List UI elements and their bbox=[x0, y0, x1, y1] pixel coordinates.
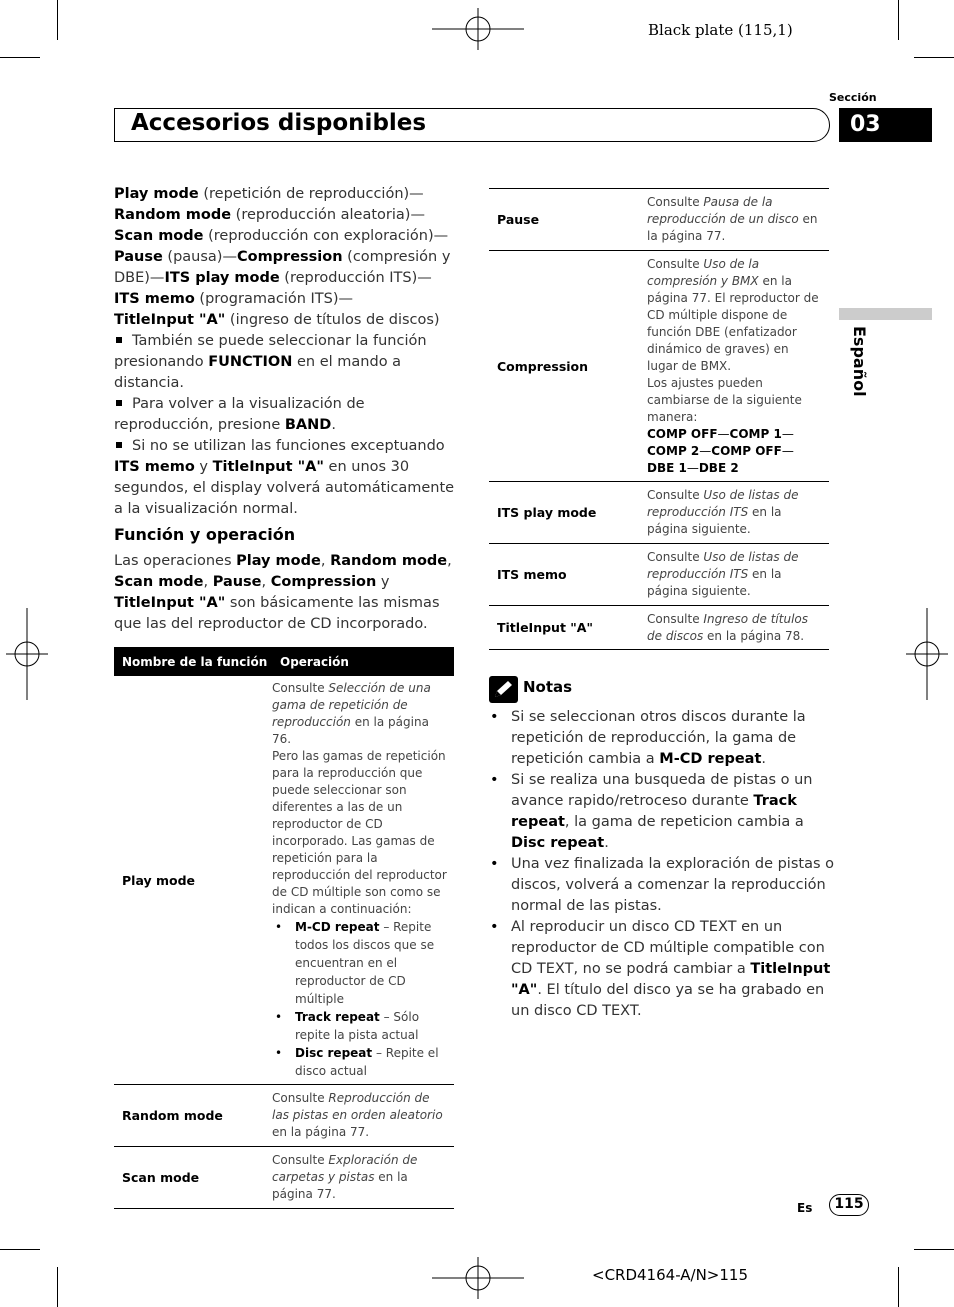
function-name: Compression bbox=[489, 251, 647, 482]
square-bullet-icon bbox=[116, 400, 122, 406]
op-text: en la página 76. bbox=[272, 715, 429, 746]
op-text: Consulte bbox=[272, 1153, 329, 1167]
op-ref: Uso de listas de reproducción ITS bbox=[647, 488, 799, 519]
table-row bbox=[114, 676, 454, 1085]
mode-desc: (reproducción aleatoria)— bbox=[231, 207, 425, 223]
square-bullet-icon bbox=[116, 442, 122, 448]
tip-text: y bbox=[194, 459, 213, 475]
tip-paragraph bbox=[114, 331, 459, 394]
registration-mark-icon bbox=[6, 608, 48, 700]
repeat-range-list bbox=[272, 918, 448, 1080]
mode-sequence bbox=[114, 184, 459, 520]
op-ref: Ingreso de títulos de discos bbox=[647, 611, 808, 643]
section-heading: Función y operación bbox=[114, 525, 296, 544]
tip-text: También se puede seleccionar la función presionando bbox=[114, 333, 427, 370]
intro-key: Random mode bbox=[330, 553, 448, 569]
function-operation bbox=[272, 1147, 454, 1209]
setting: DBE 2 bbox=[698, 460, 739, 475]
language-code: Es bbox=[797, 1201, 813, 1215]
mode-desc: (repetición de reproducción)— bbox=[198, 186, 424, 202]
function-table bbox=[114, 647, 454, 1209]
section-number: 03 bbox=[839, 108, 932, 142]
note-text: Si se realiza una busqueda de pistas o un avance rapido/retroceso durante bbox=[511, 772, 813, 809]
tip-key: FUNCTION bbox=[208, 354, 293, 370]
intro-text: , bbox=[203, 574, 213, 590]
function-operation bbox=[647, 482, 829, 544]
function-name: Scan mode bbox=[114, 1147, 272, 1209]
table-row bbox=[114, 1085, 454, 1147]
function-table-continued bbox=[489, 188, 829, 650]
tip-text: Si no se utilizan las funciones exceptuando bbox=[132, 438, 445, 454]
function-name: TitleInput "A" bbox=[489, 606, 647, 650]
crop-mark bbox=[898, 0, 899, 40]
mode-name: Pause bbox=[114, 249, 163, 265]
setting-sequence bbox=[647, 427, 794, 475]
square-bullet-icon bbox=[116, 337, 122, 343]
separator: — bbox=[686, 460, 699, 475]
range-name: Disc repeat bbox=[295, 1046, 373, 1060]
crop-mark bbox=[914, 1249, 954, 1250]
list-item bbox=[272, 1008, 448, 1044]
mode-name: Compression bbox=[236, 249, 343, 265]
range-name: Track repeat bbox=[295, 1010, 380, 1024]
table-row bbox=[489, 251, 829, 482]
note-text: , la gama de repeticion cambia a bbox=[564, 814, 804, 830]
function-operation bbox=[647, 606, 829, 650]
setting: COMP 2 bbox=[647, 443, 700, 458]
op-text: Pero las gamas de repetición para la reproducción que puede seleccionar son diferentes a las de un reproductor de CD incorporado. Las gamas de repetición para la reproducción del reproductor de CD múltiple son como se indican a continuación: bbox=[272, 749, 447, 916]
registration-mark-icon bbox=[906, 608, 948, 700]
table-row bbox=[489, 189, 829, 251]
mode-name: ITS play mode bbox=[164, 270, 280, 286]
op-text: en la página 77. bbox=[647, 212, 818, 243]
op-text: Consulte bbox=[647, 611, 704, 626]
notes-title: Notas bbox=[523, 678, 573, 696]
table-header-row bbox=[114, 647, 454, 676]
page-number: 115 bbox=[829, 1194, 869, 1216]
intro-text: , bbox=[320, 553, 331, 569]
column-header: Nombre de la función bbox=[114, 647, 272, 676]
list-item bbox=[489, 917, 834, 1022]
op-ref: Uso de la compresión y BMX bbox=[647, 256, 760, 288]
tip-key: ITS memo bbox=[114, 459, 195, 475]
mode-list bbox=[114, 184, 459, 331]
notes-pencil-icon bbox=[489, 676, 518, 703]
mode-desc: (compresión y DBE)— bbox=[114, 249, 451, 286]
function-operation bbox=[647, 251, 829, 482]
function-name: ITS play mode bbox=[489, 482, 647, 544]
setting: COMP 1 bbox=[729, 426, 782, 441]
tip-text: Para volver a la visualización de reproducción, presione bbox=[114, 396, 365, 433]
table-row bbox=[489, 544, 829, 606]
intro-text: , bbox=[261, 574, 271, 590]
function-operation bbox=[647, 189, 829, 251]
op-text: Consulte bbox=[272, 681, 329, 695]
mode-name: Play mode bbox=[114, 186, 199, 202]
op-text: Consulte bbox=[272, 1091, 329, 1105]
setting: DBE 1 bbox=[647, 460, 687, 475]
setting: COMP OFF bbox=[711, 443, 782, 458]
tip-paragraph bbox=[114, 394, 459, 436]
language-tab: Español bbox=[850, 326, 869, 397]
tip-text: en el mando a distancia. bbox=[114, 354, 402, 391]
op-text: Los ajustes pueden cambiarse de la siguiente manera: bbox=[647, 375, 802, 424]
intro-key: Compression bbox=[270, 574, 377, 590]
op-text: Consulte bbox=[647, 488, 704, 502]
note-key: Track repeat bbox=[511, 793, 797, 830]
crop-mark bbox=[914, 57, 954, 58]
intro-key: Pause bbox=[212, 574, 262, 590]
op-ref: Selección de una gama de repetición de reproducción bbox=[272, 681, 431, 729]
list-item bbox=[272, 1044, 448, 1080]
separator: — bbox=[699, 443, 712, 458]
note-key: TitleInput "A" bbox=[511, 961, 831, 998]
tip-text: en unos 30 segundos, el display volverá automáticamente a la visualización normal. bbox=[114, 459, 455, 517]
function-name: Random mode bbox=[114, 1085, 272, 1147]
separator: — bbox=[781, 443, 794, 458]
function-operation bbox=[272, 1085, 454, 1147]
list-item bbox=[272, 918, 448, 1008]
table-row bbox=[489, 482, 829, 544]
crop-mark bbox=[0, 57, 40, 58]
intro-key: Play mode bbox=[236, 553, 321, 569]
function-name: Play mode bbox=[114, 676, 272, 1085]
section-label: Sección bbox=[829, 91, 877, 104]
function-operation bbox=[272, 676, 454, 1085]
note-text: Si se seleccionan otros discos durante la repetición de reproducción, la gama de repetición cambia a bbox=[511, 709, 806, 767]
note-key: M-CD repeat bbox=[659, 751, 762, 767]
mode-desc: (ingreso de títulos de discos) bbox=[225, 312, 440, 328]
mode-name: Random mode bbox=[114, 207, 232, 223]
registration-mark-icon bbox=[432, 8, 524, 50]
tip-text: . bbox=[331, 417, 336, 433]
op-text: en la página 77. bbox=[272, 1125, 370, 1139]
range-desc: – Repite todos los discos que se encuentran en el reproductor de CD múltiple bbox=[295, 920, 435, 1006]
tip-paragraph bbox=[114, 436, 459, 520]
range-name: M-CD repeat bbox=[295, 920, 380, 934]
op-text: en la página siguiente. bbox=[647, 505, 782, 536]
separator: — bbox=[781, 426, 794, 441]
range-desc: – Repite el disco actual bbox=[295, 1046, 439, 1078]
language-tab-bar bbox=[839, 308, 932, 320]
notes-list bbox=[489, 707, 834, 1022]
note-key: Disc repeat bbox=[511, 835, 605, 851]
tip-key: BAND bbox=[284, 417, 332, 433]
list-item bbox=[489, 854, 834, 917]
intro-key: TitleInput "A" bbox=[114, 595, 226, 611]
op-text: en la página 78. bbox=[703, 628, 805, 643]
op-text: Consulte bbox=[647, 256, 704, 271]
op-text: en la página 77. bbox=[647, 273, 792, 305]
setting: COMP OFF bbox=[647, 426, 718, 441]
op-ref: Uso de listas de reproducción ITS bbox=[647, 550, 799, 581]
plate-label: Black plate (115,1) bbox=[648, 21, 793, 39]
note-text: Al reproducir un disco CD TEXT en un reproductor de CD múltiple compatible con CD TEXT, no se podrá cambiar a bbox=[511, 919, 825, 977]
intro-text: Las operaciones bbox=[114, 553, 237, 569]
list-item bbox=[489, 707, 834, 770]
document-code: <CRD4164-A/N>115 bbox=[592, 1266, 749, 1284]
op-text: El reproductor de CD múltiple dispone de función DBE (enfatizador dinámico de graves) en lugar de BMX. bbox=[647, 290, 819, 373]
list-item bbox=[489, 770, 834, 854]
op-text: en la página 77. bbox=[272, 1170, 408, 1201]
note-text: . El título del disco ya se ha grabado en un disco CD TEXT. bbox=[511, 982, 825, 1019]
crop-mark bbox=[898, 1267, 899, 1307]
mode-name: ITS memo bbox=[114, 291, 195, 307]
op-text: en la página siguiente. bbox=[647, 567, 782, 598]
crop-mark bbox=[57, 0, 58, 40]
crop-mark bbox=[0, 1249, 40, 1250]
intro-key: Scan mode bbox=[114, 574, 204, 590]
mode-desc: (reproducción con exploración)— bbox=[203, 228, 449, 244]
intro-text: , bbox=[447, 553, 452, 569]
note-text: . bbox=[761, 751, 766, 767]
intro-text: y bbox=[376, 574, 390, 590]
op-text: Consulte bbox=[647, 550, 704, 564]
function-operation bbox=[647, 544, 829, 606]
note-text: . bbox=[604, 835, 609, 851]
range-desc: – Sólo repite la pista actual bbox=[295, 1010, 420, 1042]
mode-desc: (programación ITS)— bbox=[194, 291, 354, 307]
mode-name: TitleInput "A" bbox=[114, 312, 226, 328]
crop-mark bbox=[57, 1267, 58, 1307]
tip-key: TitleInput "A" bbox=[212, 459, 324, 475]
op-text: Consulte bbox=[647, 195, 704, 209]
column-header: Operación bbox=[272, 647, 454, 676]
mode-desc: (reproducción ITS)— bbox=[279, 270, 432, 286]
op-ref: Pausa de la reproducción de un disco bbox=[647, 195, 799, 226]
mode-name: Scan mode bbox=[114, 228, 204, 244]
table-row bbox=[489, 606, 829, 650]
table-row bbox=[114, 1147, 454, 1209]
separator: — bbox=[717, 426, 730, 441]
op-ref: Reproducción de las pistas en orden aleatorio bbox=[272, 1091, 443, 1122]
mode-desc: (pausa)— bbox=[162, 249, 237, 265]
page-title: Accesorios disponibles bbox=[131, 110, 427, 136]
function-name: Pause bbox=[489, 189, 647, 251]
function-name: ITS memo bbox=[489, 544, 647, 606]
intro-paragraph bbox=[114, 551, 459, 635]
note-text: Una vez finalizada la exploración de pistas o discos, volverá a comenzar la reproducción normal de las pistas. bbox=[511, 856, 835, 914]
intro-text: son básicamente las mismas que las del reproductor de CD incorporado. bbox=[114, 595, 440, 632]
op-ref: Exploración de carpetas y pistas bbox=[272, 1153, 418, 1184]
registration-mark-icon bbox=[432, 1257, 524, 1299]
